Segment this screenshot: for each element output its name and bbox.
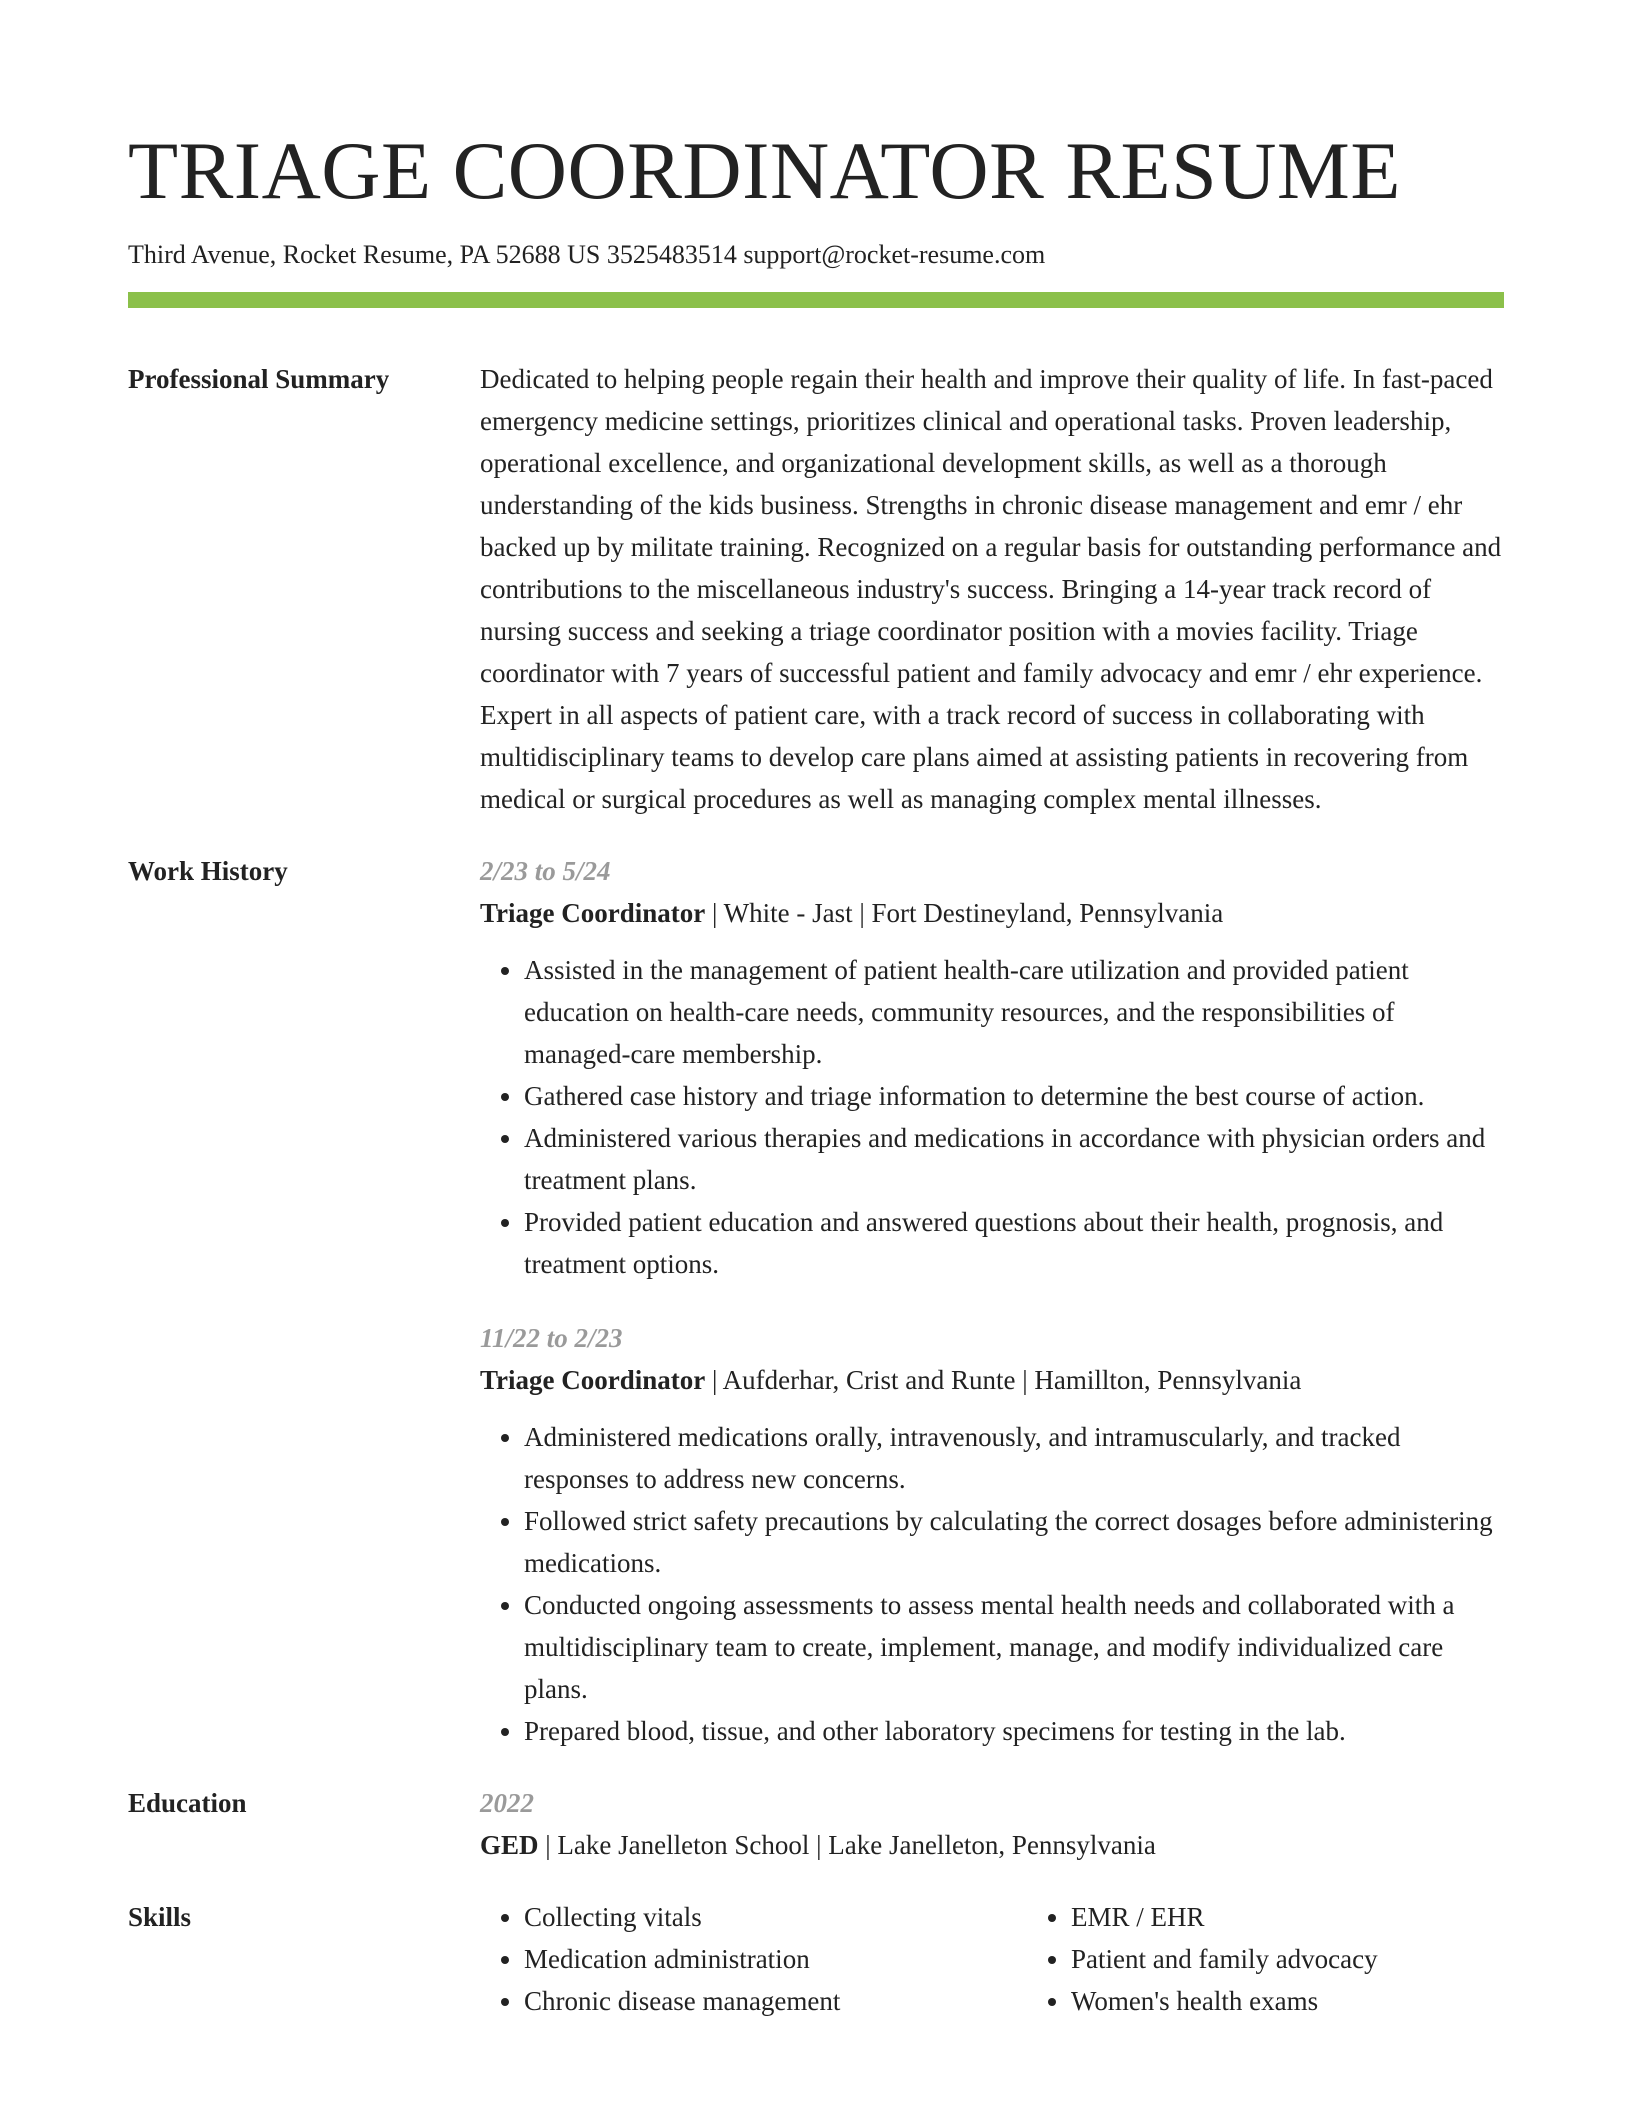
list-item: • Patient and family advocacy bbox=[1071, 1938, 1571, 1980]
education-degree: GED bbox=[480, 1830, 539, 1860]
skills-grid bbox=[480, 1896, 1571, 2022]
job-entry bbox=[480, 1317, 1504, 1752]
list-item: • EMR / EHR bbox=[1071, 1896, 1571, 1938]
list-item: • Women's health exams bbox=[1071, 1980, 1571, 2022]
work-history-section bbox=[128, 850, 1504, 1752]
summary-text: Dedicated to helping people regain their health and improve their quality of life. In fast-paced emergency medicine settings, prioritizes clinical and operational tasks. Proven leadership, operational excellence, and organizational development skills, as well as a thorough understanding of the kids business. Strengths in chronic disease management and emr / ehr backed up by militate training. Recognized on a regular basis for outstanding performance and contributions to the miscellaneous industry's success. Bringing a 14-year track record of nursing success and seeking a triage coordinator position with a movies facility. Triage coordinator with 7 years of successful patient and family advocacy and emr / ehr experience. Expert in all aspects of patient care, with a track record of success in collaborating with multidisciplinary teams to develop care plans aimed at assisting patients in recovering from medical or surgical procedures as well as managing complex mental illnesses. bbox=[480, 364, 1502, 814]
contact-line: Third Avenue, Rocket Resume, PA 52688 US 3525483514 support@rocket-resume.com bbox=[128, 240, 1046, 269]
job-dates: 11/22 to 2/23 bbox=[480, 1323, 623, 1353]
skills-body bbox=[480, 1896, 1571, 2022]
list-item: • Provided patient education and answered questions about their health, prognosis, and treatment options. bbox=[524, 1201, 1504, 1285]
education-section bbox=[128, 1782, 1504, 1866]
list-item: • Assisted in the management of patient health-care utilization and provided patient education on health-care needs, community resources, and the responsibilities of managed-care membership. bbox=[524, 949, 1504, 1075]
list-item: • Medication administration bbox=[524, 1938, 1027, 1980]
summary-body bbox=[480, 358, 1504, 820]
education-line bbox=[480, 1824, 1504, 1866]
education-label: Education bbox=[128, 1788, 247, 1818]
education-details: | Lake Janelleton School | Lake Janelleton, Pennsylvania bbox=[538, 1830, 1156, 1860]
education-year: 2022 bbox=[480, 1788, 534, 1818]
skills-section bbox=[128, 1896, 1504, 2022]
job-details: | White - Jast | Fort Destineyland, Pennsylvania bbox=[705, 898, 1224, 928]
list-item: • Chronic disease management bbox=[524, 1980, 1027, 2022]
list-item: • Administered medications orally, intravenously, and intramuscularly, and tracked responses to address new concerns. bbox=[524, 1416, 1504, 1500]
job-entry bbox=[480, 850, 1504, 1285]
summary-section bbox=[128, 358, 1504, 820]
list-item: • Conducted ongoing assessments to assess mental health needs and collaborated with a multidisciplinary team to create, implement, manage, and modify individualized care plans. bbox=[524, 1584, 1504, 1710]
education-body bbox=[480, 1782, 1504, 1866]
summary-label: Professional Summary bbox=[128, 364, 390, 394]
job-dates: 2/23 to 5/24 bbox=[480, 856, 611, 886]
list-item: • Collecting vitals bbox=[524, 1896, 1027, 1938]
job-bullets bbox=[480, 949, 1504, 1285]
list-item: • Followed strict safety precautions by calculating the correct dosages before administering medications. bbox=[524, 1500, 1504, 1584]
job-details: | Aufderhar, Crist and Runte | Hamillton, Pennsylvania bbox=[705, 1365, 1302, 1395]
job-bullets bbox=[480, 1416, 1504, 1752]
job-role: Triage Coordinator bbox=[480, 898, 706, 928]
skills-column-1 bbox=[480, 1896, 1027, 2022]
job-title-line bbox=[480, 1359, 1504, 1401]
list-item: • Gathered case history and triage information to determine the best course of action. bbox=[524, 1075, 1504, 1117]
job-role: Triage Coordinator bbox=[480, 1365, 706, 1395]
skills-column-2 bbox=[1027, 1896, 1571, 2022]
work-history-body bbox=[480, 850, 1504, 1752]
work-history-label: Work History bbox=[128, 856, 288, 886]
list-item: • Prepared blood, tissue, and other laboratory specimens for testing in the lab. bbox=[524, 1710, 1504, 1752]
list-item: • Administered various therapies and medications in accordance with physician orders and treatment plans. bbox=[524, 1117, 1504, 1201]
skills-label: Skills bbox=[128, 1902, 192, 1932]
header-divider bbox=[128, 292, 1504, 308]
page-title: TRIAGE COORDINATOR RESUME bbox=[128, 125, 1401, 216]
job-title-line bbox=[480, 892, 1504, 934]
